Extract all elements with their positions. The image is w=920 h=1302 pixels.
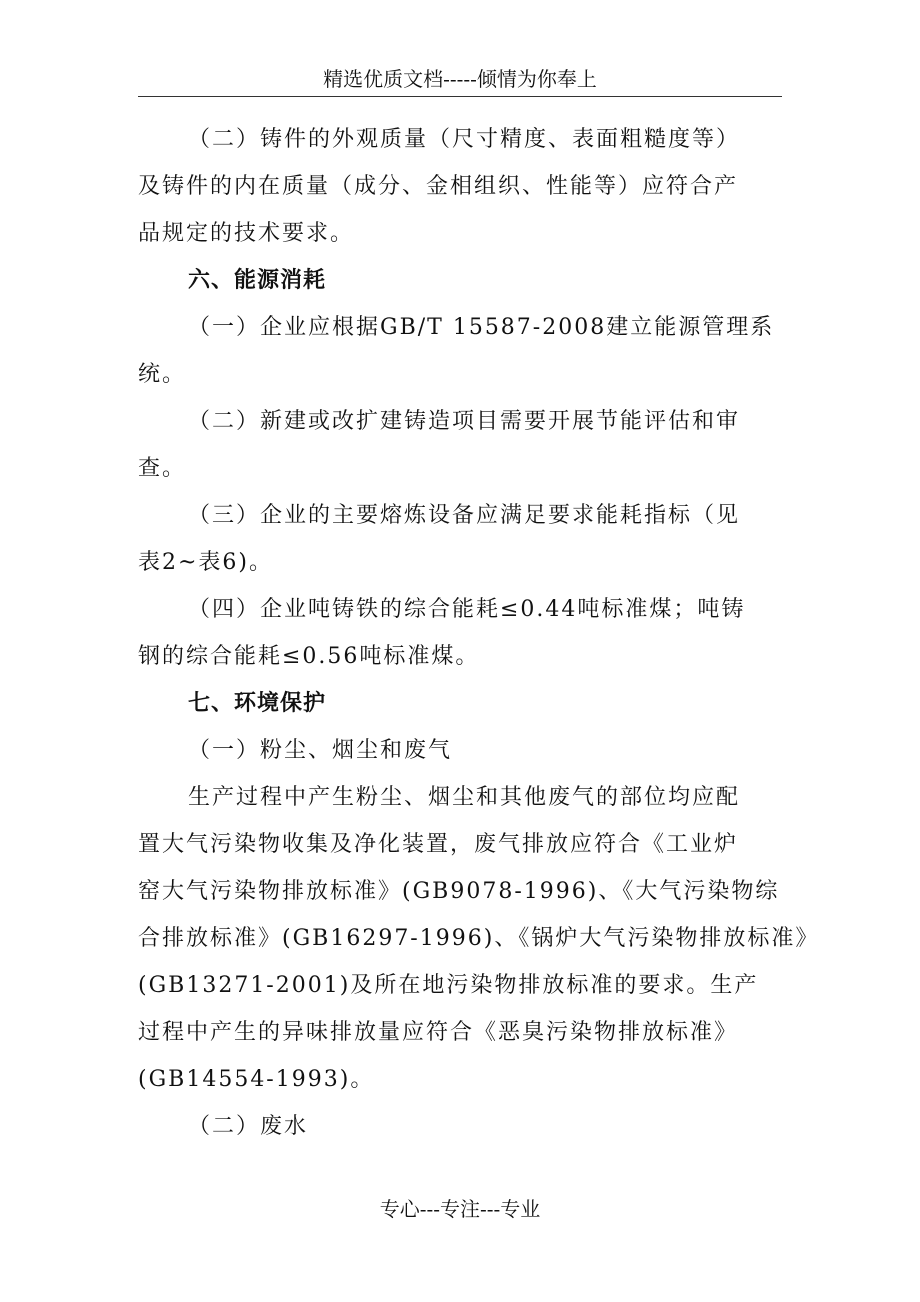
section-heading-environment: 七、环境保护 [188, 691, 327, 716]
paragraph-casting-quality [138, 116, 788, 257]
text-line: (GB14554-1993)。 [138, 1067, 375, 1092]
text-line: （二）铸件的外观质量（尺寸精度、表面粗糙度等） [188, 127, 741, 152]
text-line: 合排放标准》(GB16297-1996)、《锅炉大气污染物排放标准》 [138, 926, 820, 951]
section-heading-energy: 六、能源消耗 [188, 268, 327, 293]
text-line: （二）新建或改扩建铸造项目需要开展节能评估和审 [188, 409, 741, 434]
text-line: 统。 [138, 362, 187, 387]
text-line: 生产过程中产生粉尘、烟尘和其他废气的部位均应配 [188, 785, 741, 810]
text-line: 品规定的技术要求。 [138, 221, 355, 246]
text-line: （四）企业吨铸铁的综合能耗≤0.44吨标准煤；吨铸 [188, 597, 746, 622]
paragraph-energy-consumption [138, 586, 788, 680]
subsection-heading-wastewater: （二）废水 [188, 1114, 309, 1139]
paragraph-energy-assessment [138, 398, 788, 492]
text-line: （一）企业应根据GB/T 15587-2008建立能源管理系 [188, 315, 775, 340]
text-line: 置大气污染物收集及净化装置，废气排放应符合《工业炉 [138, 832, 739, 857]
text-line: (GB13271-2001)及所在地污染物排放标准的要求。生产 [138, 973, 759, 998]
text-line: 过程中产生的异味排放量应符合《恶臭污染物排放标准》 [138, 1020, 739, 1045]
text-line: （三）企业的主要熔炼设备应满足要求能耗指标（见 [188, 503, 741, 528]
page-footer: 专心---专注---专业 [379, 1197, 541, 1221]
text-line: 表2~表6)。 [138, 550, 274, 575]
text-line: 查。 [138, 456, 187, 481]
text-line: 窑大气污染物排放标准》(GB9078-1996)、《大气污染物综 [138, 879, 780, 904]
text-line: 及铸件的内在质量（成分、金相组织、性能等）应符合产 [138, 174, 739, 199]
paragraph-energy-indicators [138, 492, 788, 586]
page-header: 精选优质文档-----倾情为你奉上 [138, 62, 782, 97]
paragraph-emission-standards [138, 774, 820, 1103]
text-line: 钢的综合能耗≤0.56吨标准煤。 [138, 644, 480, 669]
subsection-heading-dust: （一）粉尘、烟尘和废气 [188, 738, 453, 763]
paragraph-energy-management [138, 304, 788, 398]
document-body [138, 116, 820, 1150]
